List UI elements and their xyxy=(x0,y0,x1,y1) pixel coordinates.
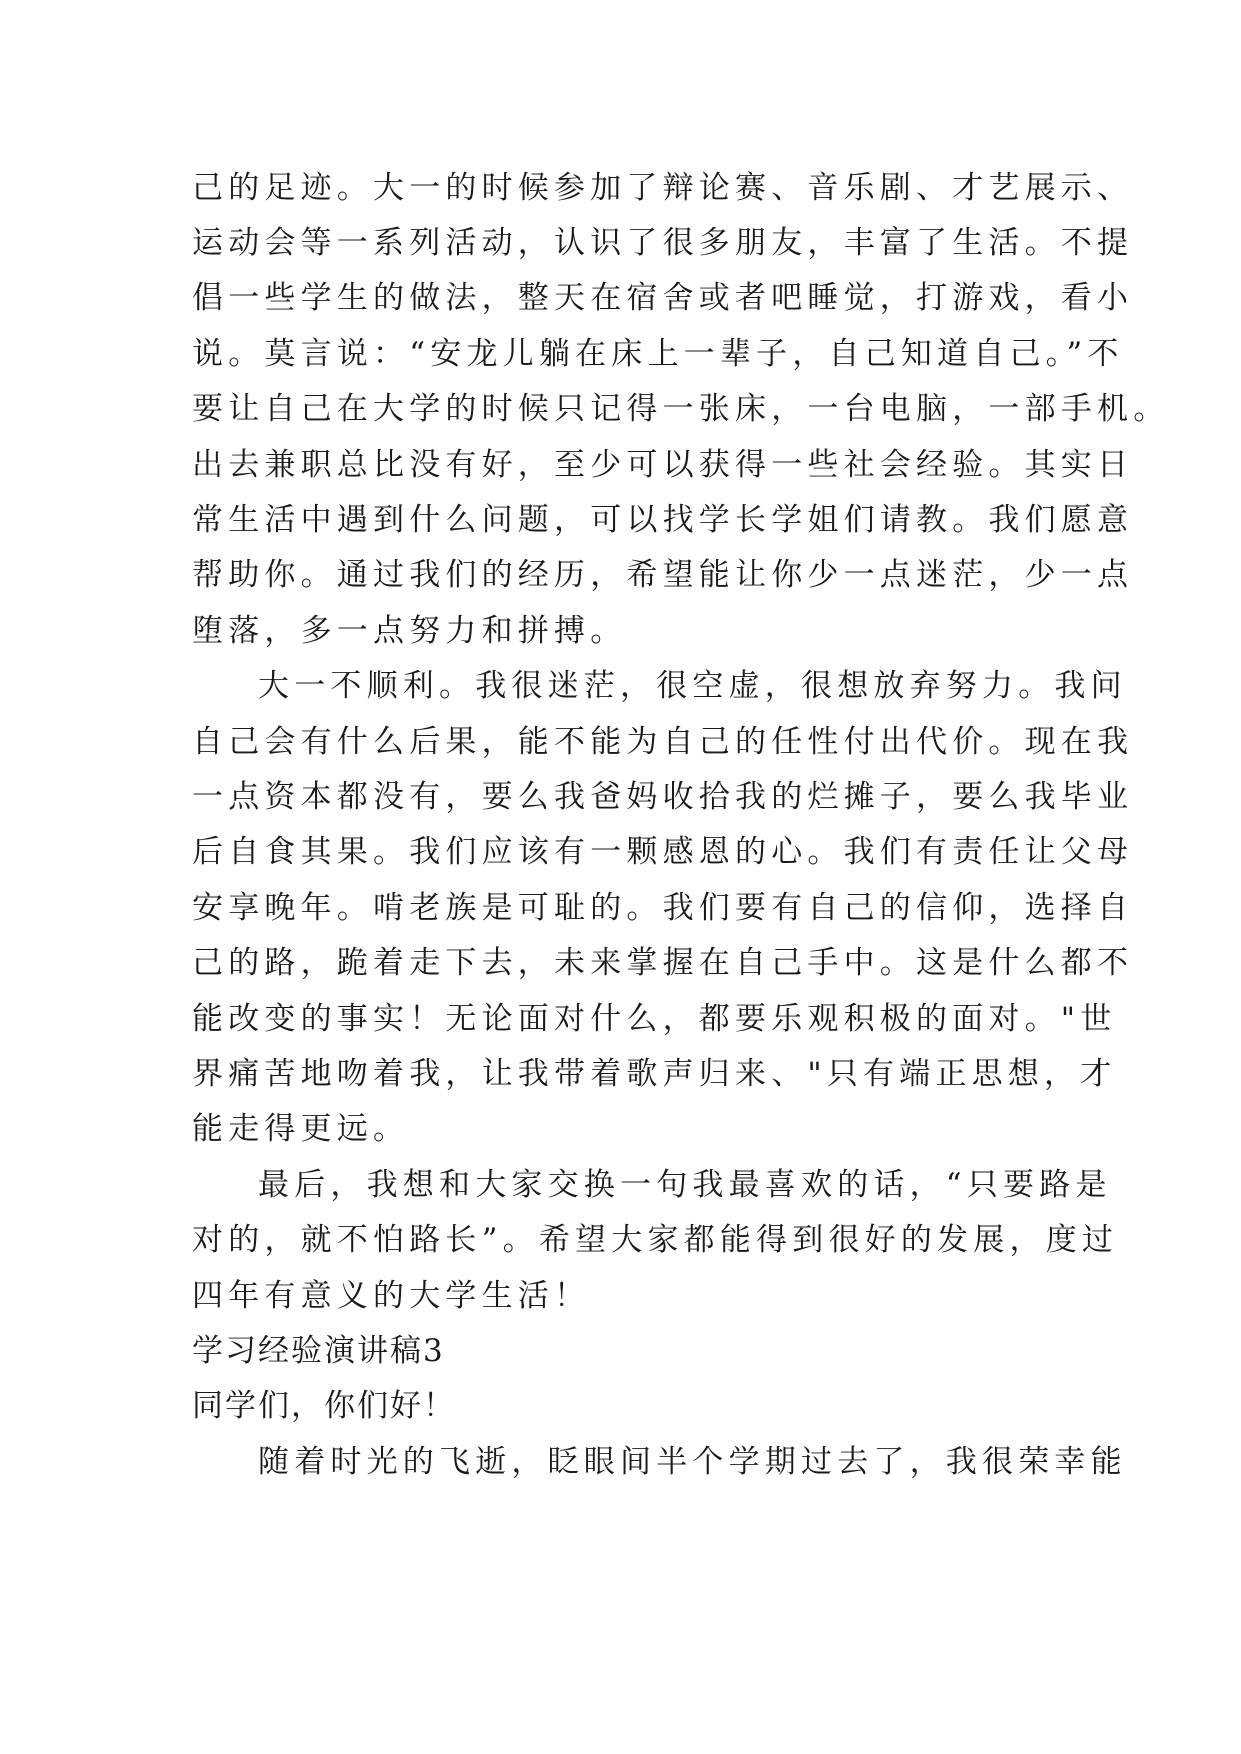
text-line: 帮助你。通过我们的经历，希望能让你少一点迷茫，少一点 xyxy=(192,557,1134,593)
text-line: 堕落，多一点努力和拼搏。 xyxy=(192,613,627,649)
text-line: 常生活中遇到什么问题，可以找学长学姐们请教。我们愿意 xyxy=(192,502,1134,538)
paragraph-first-line: 随着时光的飞逝，眨眼间半个学期过去了，我很荣幸能 xyxy=(258,1444,1127,1480)
text-line: 安享晚年。啃老族是可耻的。我们要有自己的信仰，选择自 xyxy=(192,890,1134,926)
text-line: 界痛苦地吻着我，让我带着歌声归来、"只有端正思想，才 xyxy=(192,1056,1117,1092)
text-line: 能走得更远。 xyxy=(192,1111,410,1147)
paragraph-first-line: 最后，我想和大家交换一句我最喜欢的话，“只要路是 xyxy=(258,1167,1112,1203)
greeting-line: 同学们，你们好！ xyxy=(192,1388,456,1424)
text-line: 出去兼职总比没有好，至少可以获得一些社会经验。其实日 xyxy=(192,447,1134,483)
text-line: 一点资本都没有，要么我爸妈收拾我的烂摊子，要么我毕业 xyxy=(192,779,1134,815)
text-line: 倡一些学生的做法，整天在宿舍或者吧睡觉，打游戏，看小 xyxy=(192,280,1134,316)
text-line: 运动会等一系列活动，认识了很多朋友，丰富了生活。不提 xyxy=(192,225,1134,261)
text-line: 自己会有什么后果，能不能为自己的任性付出代价。现在我 xyxy=(192,724,1134,760)
text-line: 说。莫言说：“安龙儿躺在床上一辈子，自己知道自己。”不 xyxy=(192,336,1124,372)
text-line: 四年有意义的大学生活！ xyxy=(192,1278,591,1314)
text-line: 能改变的事实！无论面对什么，都要乐观积极的面对。"世 xyxy=(192,1001,1117,1037)
paragraph-first-line: 大一不顺利。我很迷茫，很空虚，很想放弃努力。我问 xyxy=(258,668,1127,704)
text-line: 后自食其果。我们应该有一颗感恩的心。我们有责任让父母 xyxy=(192,834,1134,870)
text-line: 要让自己在大学的时候只记得一张床，一台电脑，一部手机。 xyxy=(192,391,1170,427)
text-line: 己的路，跪着走下去，未来掌握在自己手中。这是什么都不 xyxy=(192,945,1134,981)
text-line: 己的足迹。大一的时候参加了辩论赛、音乐剧、才艺展示、 xyxy=(192,170,1134,206)
text-line: 对的，就不怕路长”。希望大家都能得到很好的发展，度过 xyxy=(192,1222,1119,1258)
section-heading: 学习经验演讲稿3 xyxy=(192,1333,445,1369)
